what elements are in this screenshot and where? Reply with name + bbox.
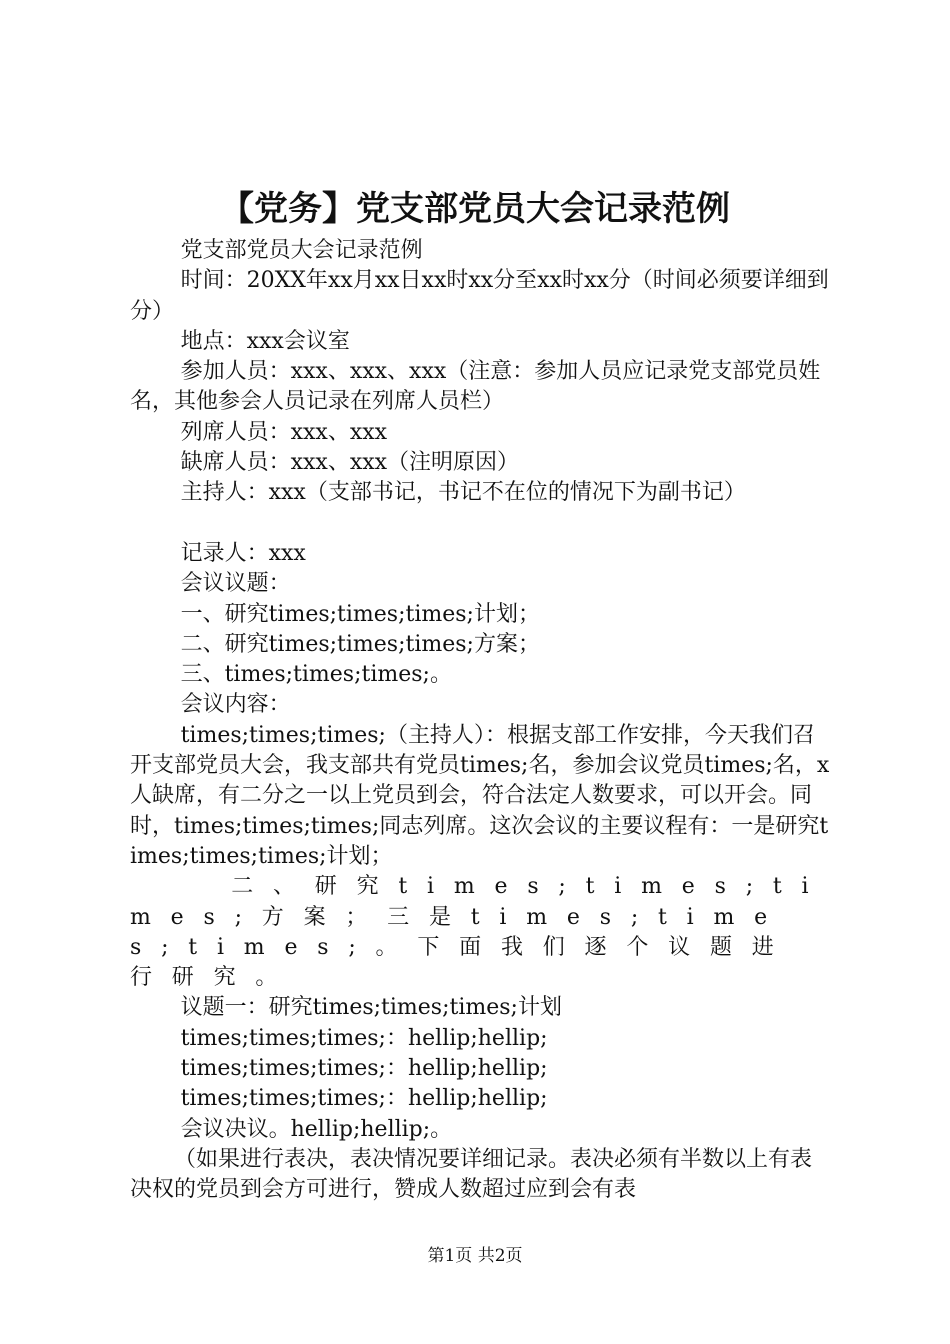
paragraph-agenda-item-3: 三、times;times;times;。 [180,662,452,688]
paragraph-content-main: times;times;times;（主持人）：根据支部工作安排，今天我们召开支部党员大会，我支部共有党员times;名，参加会议党员times;名，x人缺席，有二分之一以上党员到会，符合法定人数要求，可以开会。同时，times;times;times;同志列席。这次会议的主要议程有：一是研究times;times;times;计划； [130,722,830,869]
paragraph-content-continued: 二、研究times;times;times;方案；三是times;times;times;。下面我们逐个议题进行研究。 [130,874,829,991]
paragraph-content-heading: 会议内容： [180,692,291,718]
paragraph-recorder: 记录人：xxx [180,540,306,566]
document-body [130,236,830,1206]
paragraph-agenda-item-2: 二、研究times;times;times;方案； [180,631,540,657]
paragraph-absentees: 缺席人员：xxx、xxx（注明原因） [180,450,520,476]
document-title: 【党务】党支部党员大会记录范例 [220,189,730,229]
paragraph-heading: 党支部党员大会记录范例 [180,238,423,263]
paragraph-resolution: 会议决议。hellip;hellip;。 [180,1116,453,1142]
paragraph-speaker-line: times;times;times;：hellip;hellip; [180,1025,548,1051]
paragraph-blank [130,509,830,539]
paragraph-agenda-heading: 会议议题： [180,571,291,597]
paragraph-agenda-item-1: 一、研究times;times;times;计划； [180,601,540,627]
paragraph-location: 地点：xxx会议室 [180,328,350,354]
paragraph-speaker-line: times;times;times;：hellip;hellip; [180,1086,548,1112]
paragraph-speaker-line: times;times;times;：hellip;hellip; [180,1056,548,1082]
paragraph-voting-note: （如果进行表决，表决情况要详细记录。表决必须有半数以上有表决权的党员到会方可进行，赞成人数超过应到会有表 [130,1146,813,1203]
paragraph-topic-1: 议题一：研究times;times;times;计划 [180,995,562,1021]
paragraph-time: 时间：20XX年xx月xx日xx时xx分至xx时xx分（时间必须要详细到分） [130,268,829,324]
paragraph-attendees: 参加人员：xxx、xxx、xxx（注意：参加人员应记录党支部党员姓名，其他参会人员记录在列席人员栏） [130,359,821,415]
page-footer: 第1页 共2页 [427,1246,523,1266]
paragraph-host: 主持人：xxx（支部书记，书记不在位的情况下为副书记） [180,480,746,506]
paragraph-observers: 列席人员：xxx、xxx [180,419,388,445]
